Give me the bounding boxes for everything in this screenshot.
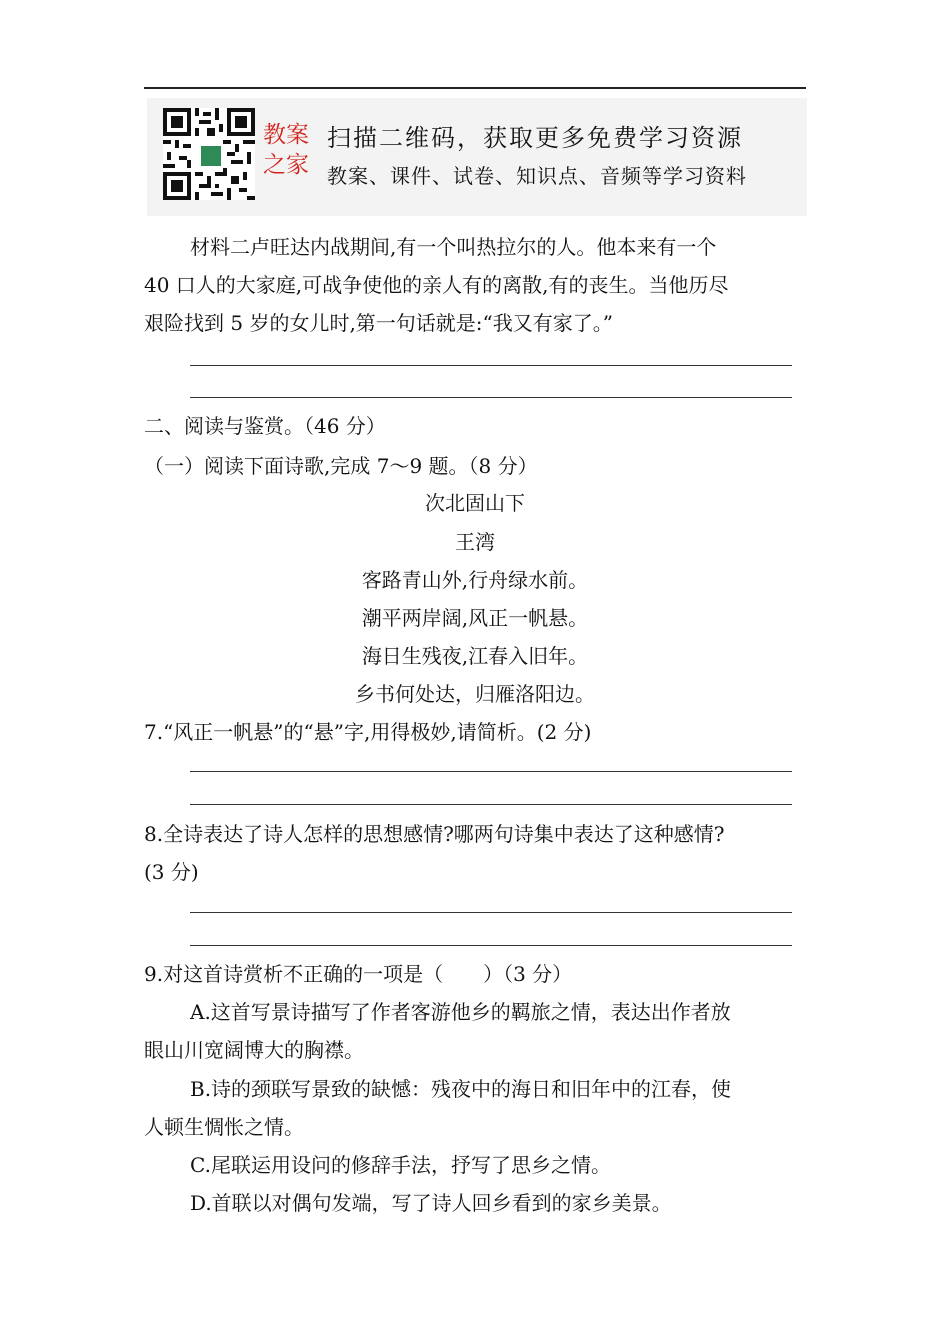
sub-section-heading: （一）阅读下面诗歌,完成 7～9 题。（8 分） bbox=[144, 454, 538, 478]
answer-line bbox=[190, 365, 792, 366]
question-8: 8.全诗表达了诗人怎样的思想感情?哪两句诗集中表达了这种感情? bbox=[144, 822, 725, 846]
banner-subline: 教案、课件、试卷、知识点、音频等学习资料 bbox=[327, 164, 747, 188]
brand-logo-text: 教案之家 bbox=[263, 122, 309, 178]
poem-line: 乡书何处达，归雁洛阳边。 bbox=[355, 682, 595, 706]
option-a-cont: 眼山川宽阔博大的胸襟。 bbox=[144, 1038, 364, 1062]
poem-title: 次北固山下 bbox=[425, 491, 525, 515]
qr-logo-icon bbox=[199, 144, 223, 168]
question-7: 7.“风正一帆悬”的“悬”字,用得极妙,请简析。(2 分) bbox=[144, 720, 592, 744]
poem-line: 客路青山外,行舟绿水前。 bbox=[361, 568, 589, 592]
material2-line-3: 艰险找到 5 岁的女儿时,第一句话就是:“我又有家了。” bbox=[144, 311, 613, 335]
answer-line bbox=[190, 771, 792, 772]
option-c: C.尾联运用设问的修辞手法，抒写了思乡之情。 bbox=[190, 1153, 611, 1177]
banner-headline: 扫描二维码，获取更多免费学习资源 bbox=[327, 124, 743, 152]
material2-line-1: 材料二卢旺达内战期间,有一个叫热拉尔的人。他本来有一个 bbox=[190, 235, 717, 259]
header-rule bbox=[144, 87, 806, 89]
question-8-score: (3 分) bbox=[144, 860, 199, 884]
poem-line: 海日生残夜,江春入旧年。 bbox=[361, 644, 589, 668]
material2-line-2: 40 口人的大家庭,可战争使他的亲人有的离散,有的丧生。当他历尽 bbox=[144, 273, 729, 297]
answer-line bbox=[190, 804, 792, 805]
poem-line: 潮平两岸阔,风正一帆悬。 bbox=[361, 606, 589, 630]
promo-banner bbox=[147, 98, 807, 216]
answer-line bbox=[190, 397, 792, 398]
option-b-cont: 人顿生惆怅之情。 bbox=[144, 1115, 304, 1139]
answer-line bbox=[190, 945, 792, 946]
option-d: D.首联以对偶句发端，写了诗人回乡看到的家乡美景。 bbox=[190, 1191, 672, 1215]
option-b: B.诗的颈联写景致的缺憾：残夜中的海日和旧年中的江春，使 bbox=[190, 1077, 732, 1101]
question-9: 9.对这首诗赏析不正确的一项是（ ）（3 分） bbox=[144, 962, 573, 986]
poem-author: 王湾 bbox=[455, 530, 495, 554]
answer-line bbox=[190, 912, 792, 913]
qr-code-icon bbox=[163, 108, 255, 200]
section-heading: 二、阅读与鉴赏。（46 分） bbox=[144, 414, 386, 438]
option-a: A.这首写景诗描写了作者客游他乡的羁旅之情，表达出作者放 bbox=[190, 1000, 731, 1024]
